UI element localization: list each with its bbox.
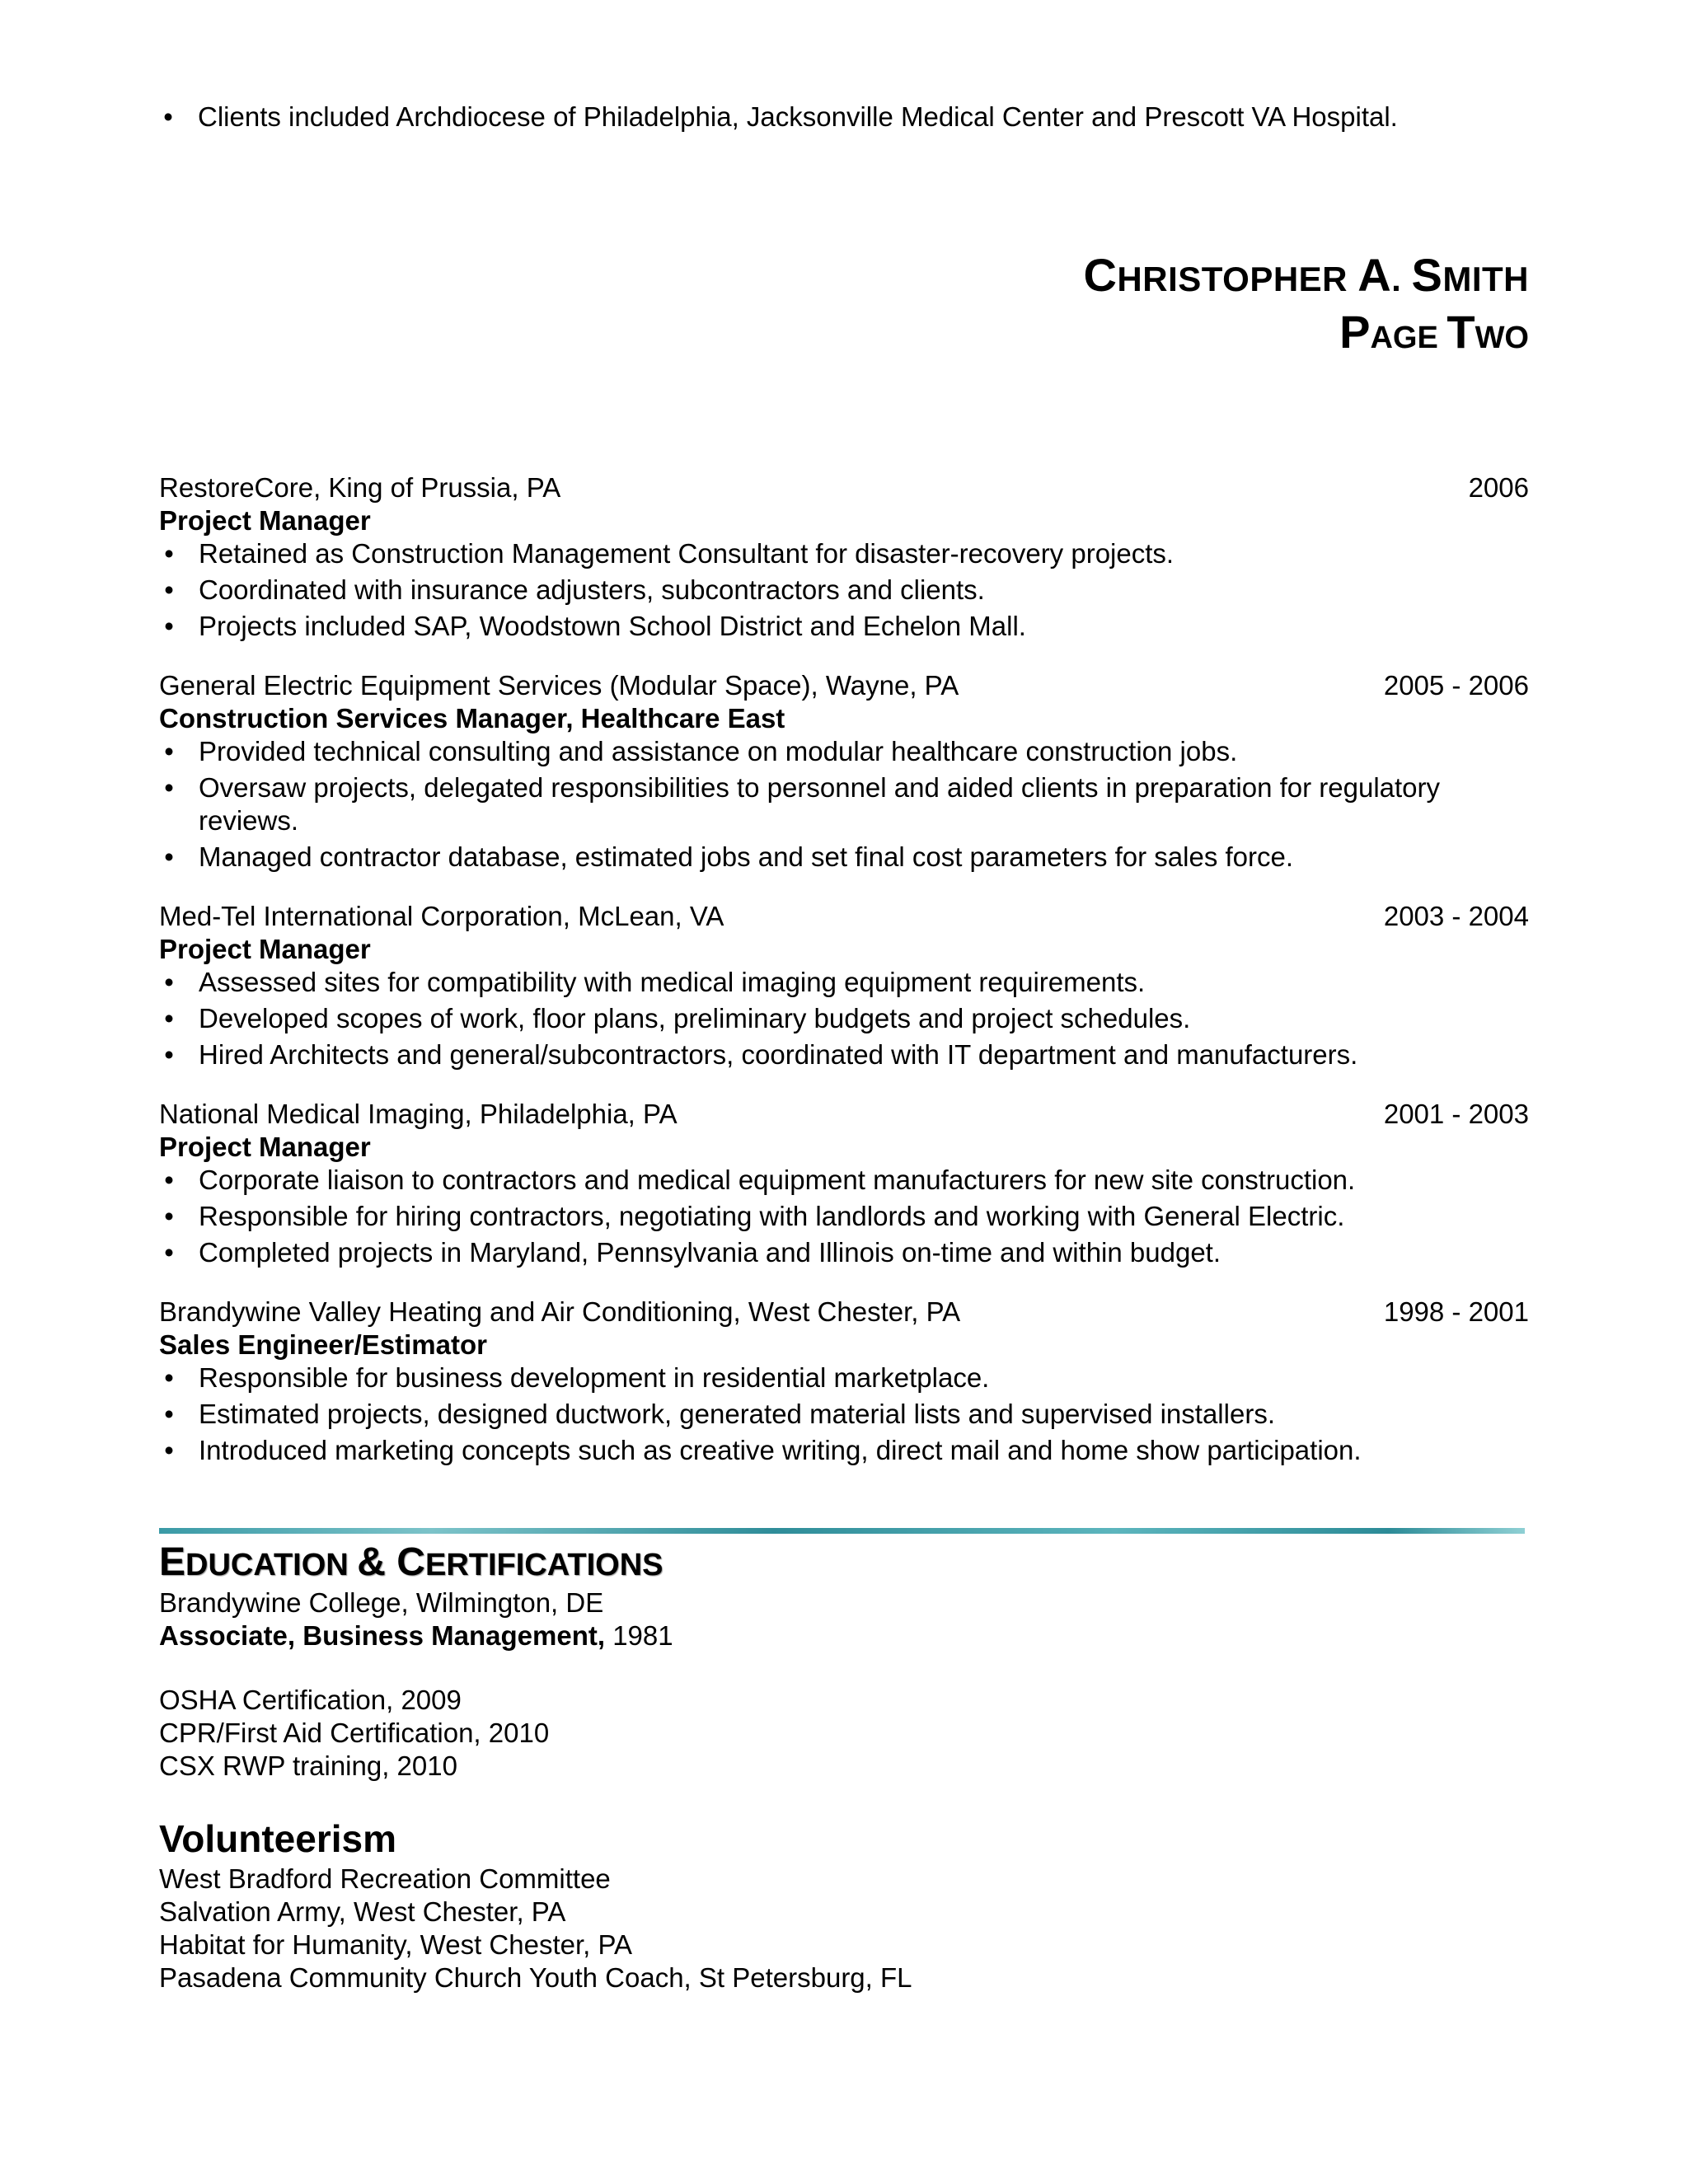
job-bullets: [159, 966, 1529, 1071]
bullet-item: [158, 101, 1559, 134]
bullet-dot-icon: •: [164, 538, 174, 569]
education-heading: EDUCATION & CERTIFICATIONS: [159, 1540, 663, 1584]
job-bullets: [159, 1164, 1529, 1269]
bullet-dot-icon: •: [164, 1003, 174, 1033]
job-company: Med-Tel International Corporation, McLean, VA: [159, 901, 724, 931]
bullet-dot-icon: •: [164, 574, 174, 605]
bullet-item: • Completed projects in Maryland, Pennsylvania and Illinois on-time and within budget.: [159, 1236, 1529, 1269]
volunteer-item: Habitat for Humanity, West Chester, PA: [159, 1929, 633, 1960]
certification-item: CSX RWP training, 2010: [159, 1750, 457, 1781]
bullet-item: • Retained as Construction Management Consultant for disaster-recovery projects.: [159, 537, 1529, 570]
job-entry: [159, 900, 1529, 1071]
certification-item: OSHA Certification, 2009: [159, 1685, 462, 1715]
bullet-dot-icon: •: [164, 967, 174, 997]
bullet-item: • Assessed sites for compatibility with medical imaging equipment requirements.: [159, 966, 1529, 999]
job-entry: [159, 1098, 1529, 1269]
bullet-dot-icon: •: [164, 1362, 174, 1393]
bullet-dot-icon: •: [164, 1201, 174, 1231]
job-dates: 2006: [1468, 472, 1529, 503]
bullet-item: • Provided technical consulting and assistance on modular healthcare construction jobs.: [159, 735, 1529, 768]
spacer: [159, 1652, 1527, 1684]
volunteer-item: Salvation Army, West Chester, PA: [159, 1896, 566, 1927]
job-header: [159, 471, 1529, 504]
job-title: Project Manager: [159, 1132, 371, 1162]
job-bullets: [159, 735, 1529, 874]
job-header: [159, 1098, 1529, 1131]
bullet-dot-icon: •: [164, 736, 174, 766]
experience-section: [159, 471, 1529, 1493]
candidate-name: CHRISTOPHER A. SMITH: [1083, 249, 1529, 301]
volunteerism-heading: Volunteerism: [159, 1817, 396, 1860]
job-bullets: [159, 1361, 1529, 1467]
education-degree: Associate, Business Management, 1981: [159, 1620, 673, 1651]
job-title: Construction Services Manager, Healthcare East: [159, 703, 785, 733]
bullet-dot-icon: •: [164, 841, 174, 872]
bullet-item: • Developed scopes of work, floor plans, preliminary budgets and project schedules.: [159, 1002, 1529, 1035]
bullet-text: Clients included Archdiocese of Philadelphia, Jacksonville Medical Center and Prescott VA Hospital.: [198, 101, 1398, 132]
carryover-bullet-list: [158, 101, 1559, 137]
page-header: [1083, 249, 1529, 364]
job-entry: [159, 1296, 1529, 1467]
bullet-dot-icon: •: [164, 1039, 174, 1070]
job-header: [159, 1296, 1529, 1329]
volunteer-item: West Bradford Recreation Committee: [159, 1863, 611, 1894]
bullet-item: • Coordinated with insurance adjusters, subcontractors and clients.: [159, 574, 1529, 607]
bullet-item: • Responsible for business development in residential marketplace.: [159, 1361, 1529, 1394]
education-school: Brandywine College, Wilmington, DE: [159, 1587, 604, 1618]
job-company: General Electric Equipment Services (Modular Space), Wayne, PA: [159, 670, 959, 701]
job-bullets: [159, 537, 1529, 643]
bullet-dot-icon: •: [164, 1165, 174, 1195]
education-section: [159, 1541, 1527, 1783]
bullet-dot-icon: •: [164, 1399, 174, 1429]
job-title: Project Manager: [159, 505, 371, 536]
bullet-dot-icon: •: [164, 611, 174, 641]
bullet-item: • Introduced marketing concepts such as creative writing, direct mail and home show participation.: [159, 1434, 1529, 1467]
job-dates: 2001 - 2003: [1383, 1099, 1529, 1129]
job-dates: 2005 - 2006: [1383, 670, 1529, 701]
bullet-dot-icon: •: [164, 1435, 174, 1465]
job-title: Project Manager: [159, 934, 371, 964]
bullet-dot-icon: •: [163, 101, 173, 132]
job-company: Brandywine Valley Heating and Air Conditioning, West Chester, PA: [159, 1296, 961, 1327]
certification-item: CPR/First Aid Certification, 2010: [159, 1718, 550, 1748]
volunteerism-section: [159, 1815, 1527, 1994]
job-entry: [159, 669, 1529, 874]
bullet-item: • Estimated projects, designed ductwork, generated material lists and supervised installers.: [159, 1398, 1529, 1431]
bullet-item: • Projects included SAP, Woodstown School District and Echelon Mall.: [159, 610, 1529, 643]
job-company: RestoreCore, King of Prussia, PA: [159, 472, 561, 503]
job-entry: [159, 471, 1529, 643]
job-header: [159, 669, 1529, 702]
bullet-item: • Corporate liaison to contractors and medical equipment manufacturers for new site construction.: [159, 1164, 1529, 1197]
job-title: Sales Engineer/Estimator: [159, 1329, 487, 1360]
job-company: National Medical Imaging, Philadelphia, PA: [159, 1099, 678, 1129]
section-divider: [159, 1528, 1525, 1534]
bullet-dot-icon: •: [164, 772, 174, 803]
bullet-dot-icon: •: [164, 1237, 174, 1268]
job-dates: 2003 - 2004: [1383, 901, 1529, 931]
page-label: PAGE TWO: [1339, 306, 1529, 358]
bullet-item: • Responsible for hiring contractors, negotiating with landlords and working with General Electric.: [159, 1200, 1529, 1233]
job-header: [159, 900, 1529, 933]
bullet-item: • Oversaw projects, delegated responsibilities to personnel and aided clients in preparation for regulatory reviews.: [159, 771, 1529, 837]
volunteer-item: Pasadena Community Church Youth Coach, St Petersburg, FL: [159, 1962, 912, 1993]
bullet-item: • Hired Architects and general/subcontractors, coordinated with IT department and manufacturers.: [159, 1038, 1529, 1071]
bullet-item: • Managed contractor database, estimated jobs and set final cost parameters for sales force.: [159, 841, 1529, 874]
job-dates: 1998 - 2001: [1383, 1296, 1529, 1327]
